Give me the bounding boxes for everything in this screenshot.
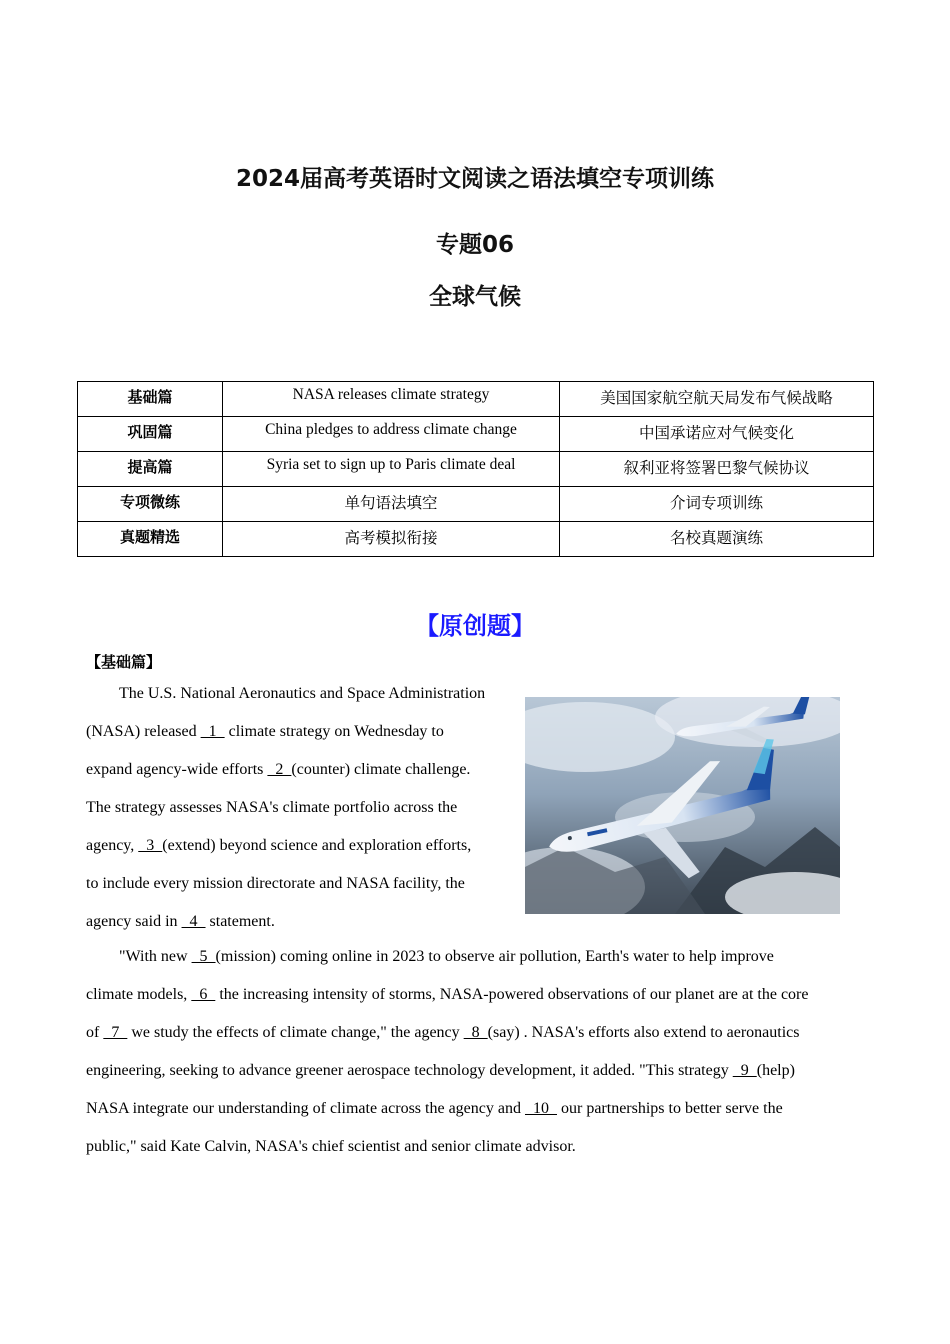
table-row <box>78 417 874 452</box>
table-row <box>78 522 874 557</box>
passage-line <box>86 1023 800 1043</box>
table-cell: 提高篇 <box>78 452 223 487</box>
table-cell: 名校真题演练 <box>560 522 874 557</box>
passage-line <box>86 912 275 932</box>
table-cell: 巩固篇 <box>78 417 223 452</box>
passage-line <box>86 1061 795 1081</box>
table-cell: 专项微练 <box>78 487 223 522</box>
passage-text: (mission) coming online in 2023 to observe air pollution, Earth's water to help improve <box>215 948 774 965</box>
passage-line <box>86 722 444 742</box>
answer-blank[interactable]: 10 <box>524 1100 557 1117</box>
table-cell: 中国承诺应对气候变化 <box>560 417 874 452</box>
table-row <box>78 382 874 417</box>
section-heading: 【原创题】 <box>415 612 535 640</box>
passage-text: The strategy assesses NASA's climate portfolio across the <box>86 799 458 816</box>
table-cell: Syria set to sign up to Paris climate deal <box>223 452 560 487</box>
passage-text: climate models, <box>86 986 192 1003</box>
table-cell: 基础篇 <box>78 382 223 417</box>
passage-text: agency said in <box>86 913 182 930</box>
passage-line <box>119 947 774 967</box>
answer-blank[interactable]: 8 <box>463 1024 488 1041</box>
passage-text: (counter) climate challenge. <box>291 761 471 778</box>
passage-text: of <box>86 1024 104 1041</box>
answer-blank[interactable]: 2 <box>267 761 292 778</box>
passage-text: (say) . NASA's efforts also extend to aeronautics <box>487 1024 800 1041</box>
passage-text: The U.S. National Aeronautics and Space Administration <box>119 685 486 702</box>
passage-line <box>119 684 485 704</box>
table-cell: NASA releases climate strategy <box>223 382 560 417</box>
answer-blank[interactable]: 1 <box>200 723 225 740</box>
table-cell: 单句语法填空 <box>223 487 560 522</box>
passage-text: climate strategy on Wednesday to <box>224 723 444 740</box>
document-title: 2024届高考英语时文阅读之语法填空专项训练 <box>235 166 714 192</box>
answer-blank[interactable]: 5 <box>191 948 216 965</box>
passage-text: engineering, seeking to advance greener aerospace technology development, it added. "This strategy <box>86 1062 733 1079</box>
table-row <box>78 487 874 522</box>
passage-text: (help) <box>756 1062 795 1079</box>
passage-text: agency, <box>86 837 139 854</box>
table-cell: 介词专项训练 <box>560 487 874 522</box>
contents-table <box>77 381 874 557</box>
answer-blank[interactable]: 7 <box>103 1024 128 1041</box>
table-cell: 美国国家航空航天局发布气候战略 <box>560 382 874 417</box>
passage-line <box>86 1099 783 1119</box>
table-cell: 叙利亚将签署巴黎气候协议 <box>560 452 874 487</box>
answer-blank[interactable]: 6 <box>191 986 216 1003</box>
passage-text: public," said Kate Calvin, NASA's chief scientist and senior climate advisor. <box>86 1138 576 1155</box>
table-cell: China pledges to address climate change <box>223 417 560 452</box>
passage-line <box>86 760 470 780</box>
passage-line <box>86 798 457 818</box>
passage-text: to include every mission directorate and NASA facility, the <box>86 875 465 892</box>
passage-text: our partnerships to better serve the <box>556 1100 783 1117</box>
passage-text: statement. <box>205 913 275 930</box>
answer-blank[interactable]: 4 <box>181 913 206 930</box>
subsection-label: 【基础篇】 <box>86 653 162 671</box>
passage-text: "With new <box>119 948 192 965</box>
table-cell: 高考模拟衔接 <box>223 522 560 557</box>
passage-text: NASA integrate our understanding of climate across the agency and <box>86 1100 525 1117</box>
topic-number: 专题06 <box>435 232 514 258</box>
table-row <box>78 452 874 487</box>
topic-name: 全球气候 <box>429 284 521 310</box>
passage-text: (NASA) released <box>86 723 201 740</box>
passage-line <box>86 836 471 856</box>
passage-text: (extend) beyond science and exploration efforts, <box>162 837 472 854</box>
passage-text: the increasing intensity of storms, NASA-powered observations of our planet are at the core <box>215 986 809 1003</box>
aircraft-photo <box>525 697 840 914</box>
passage-text: we study the effects of climate change," the agency <box>127 1024 464 1041</box>
passage-line <box>86 985 808 1005</box>
passage-line <box>86 1137 576 1157</box>
answer-blank[interactable]: 3 <box>138 837 163 854</box>
answer-blank[interactable]: 9 <box>732 1062 757 1079</box>
table-cell: 真题精选 <box>78 522 223 557</box>
passage-text: expand agency-wide efforts <box>86 761 268 778</box>
passage-line <box>86 874 465 894</box>
